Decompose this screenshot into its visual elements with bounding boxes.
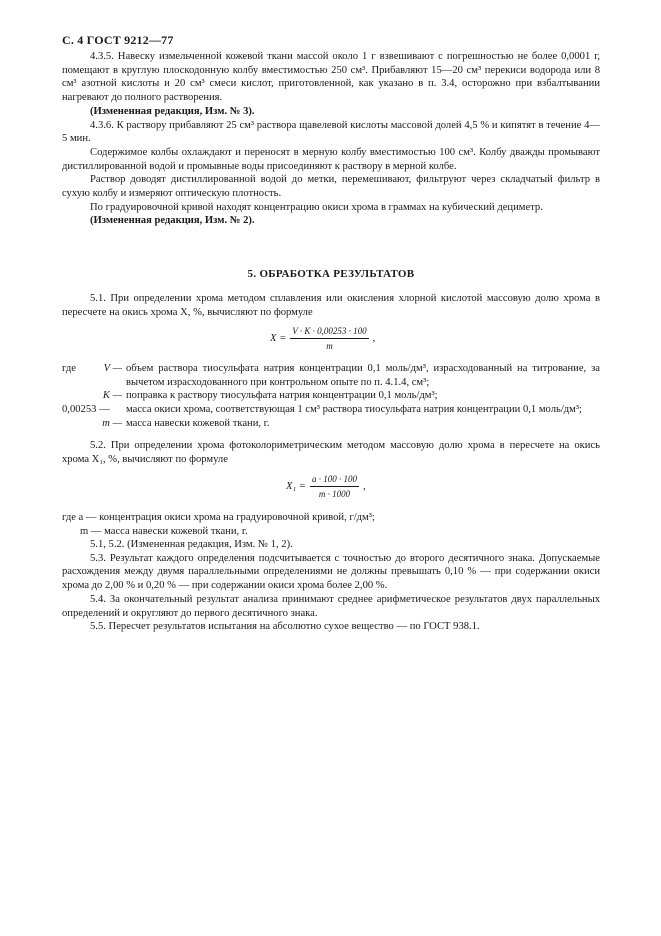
definition-text: масса окиси хрома, соответствующая 1 см³ раствора тиосульфата натрия концентрации 0,1 моль/дм³; bbox=[126, 404, 582, 416]
formula-x-lhs: X = bbox=[270, 333, 287, 344]
definition-row-m2 bbox=[62, 525, 600, 539]
definition-row-constant bbox=[62, 403, 600, 417]
paragraph-5-4: 5.4. За окончательный результат анализа принимают среднее арифметическое результатов двух параллельных определений и округляют до первого десятичного знака. bbox=[62, 593, 600, 619]
definition-row-k bbox=[62, 389, 600, 403]
paragraph-5-5: 5.5. Пересчет результатов испытания на абсолютно сухое вещество — по ГОСТ 938.1. bbox=[90, 621, 480, 633]
amendment-note-text: 5.1, 5.2. (Измененная редакция, Изм. № 1, 2). bbox=[90, 539, 293, 550]
section-title: 5. ОБРАБОТКА РЕЗУЛЬТАТОВ bbox=[247, 268, 415, 280]
formula-x-tail: , bbox=[372, 333, 376, 344]
definition-row-a bbox=[62, 511, 600, 525]
formula-x1-numerator: a · 100 · 100 bbox=[310, 474, 359, 487]
paragraph-5-1: 5.1. При определении хрома методом сплавления или окисления хлорной кислотой массовую долю хрома в пересчете на окись хрома X, %, вычисляют по формуле bbox=[62, 293, 600, 318]
definition-symbol: V — bbox=[103, 363, 122, 374]
definition-row-v bbox=[62, 362, 600, 389]
formula-x1-tail: , bbox=[362, 481, 366, 492]
definition-text: где a — концентрация окиси хрома на градуировочной кривой, г/дм³; bbox=[62, 512, 375, 523]
formula-x1-lhs: X₁ = bbox=[286, 481, 306, 492]
section-4-text bbox=[62, 50, 600, 228]
paragraph-calibration: По градуировочной кривой находят концентрацию окиси хрома в граммах на кубический дециметр. bbox=[90, 201, 543, 213]
definition-text: поправка к раствору тиосульфата натрия концентрации 0,1 моль/дм³; bbox=[126, 390, 438, 402]
formula-x1-denominator: m · 1000 bbox=[318, 489, 351, 499]
formula-x-numerator: V · K · 0,00253 · 100 bbox=[290, 326, 368, 339]
formula-x-definitions bbox=[62, 362, 600, 431]
formula-x1 bbox=[286, 474, 366, 499]
paragraph-4-3-6: 4.3.6. К раствору прибавляют 25 см³ раствора щавелевой кислоты массовой долей 4,5 % и кипятят в течение 4—5 мин. bbox=[62, 119, 600, 145]
definition-row-m bbox=[62, 417, 600, 431]
where-label: где bbox=[62, 363, 76, 374]
paragraph-5-2: 5.2. При определении хрома фотоколориметрическим методом массовую долю хрома в пересчете на окись хрома X₁, %, вычисляют по формуле bbox=[62, 440, 600, 465]
definition-symbol: K — bbox=[102, 390, 122, 402]
formula-x-denominator: m bbox=[326, 341, 333, 351]
section-5-3-to-5-5 bbox=[62, 538, 600, 634]
formula-x-fraction bbox=[290, 326, 368, 351]
amendment-note-3: (Измененная редакция, Изм. № 3). bbox=[90, 105, 255, 117]
amendment-note-1-2 bbox=[62, 538, 600, 552]
paragraph-dilution: Раствор доводят дистиллированной водой до метки, перемешивают, фильтруют через складчатый фильтр в сухую колбу и измеряют оптическую плотность. bbox=[62, 174, 600, 200]
definition-text: m — масса навески кожевой ткани, г. bbox=[80, 525, 248, 537]
definition-symbol: m — bbox=[102, 417, 122, 429]
paragraph-4-3-5: 4.3.5. Навеску измельченной кожевой ткани массой около 1 г взвешивают с погрешностью не более 0,0001 г, помещают в круглую плоскодонную колбу вместимостью 250 см³. Прибавляют 15—20 см³ перекиси водорода или 8 см³ азотной кислоты и 20 см³ смеси кислот, приготовленной, как указано в п. 3.4, осторожно при взбалтывании нагревают до полного растворения. bbox=[62, 51, 600, 104]
amendment-note-2: (Измененная редакция, Изм. № 2). bbox=[90, 215, 255, 227]
formula-x bbox=[270, 326, 375, 351]
section-5-2 bbox=[62, 439, 600, 466]
section-5-1 bbox=[62, 292, 600, 319]
section-title-block bbox=[62, 268, 600, 282]
paragraph-5-3: 5.3. Результат каждого определения подсчитывается с точностью до второго десятичного знака. Допускаемые расхождения между двумя параллельными определениями не должны превышать 0,10 % — при содержании окиси хрома до 2,00 % и 0,20 % — при содержании окиси хрома более 2,00 %. bbox=[62, 552, 600, 592]
page-header: С. 4 ГОСТ 9212—77 bbox=[62, 33, 174, 47]
paragraph-flask-cooling: Содержимое колбы охлаждают и переносят в мерную колбу вместимостью 100 см³. Колбу дважды промывают дистиллированной водой и промывные воды присоединяют к раствору в мерной колбе. bbox=[62, 146, 600, 172]
definition-text: масса навески кожевой ткани, г. bbox=[126, 417, 270, 429]
definition-symbol: 0,00253 — bbox=[62, 404, 110, 416]
formula-x1-fraction bbox=[310, 474, 359, 499]
formula-x1-definitions bbox=[62, 511, 600, 538]
definition-text: объем раствора тиосульфата натрия концентрации 0,1 моль/дм³, израсходованный на титрование, за вычетом израсходованного при контрольном опыте по п. 4.1.4, см³; bbox=[126, 363, 600, 388]
